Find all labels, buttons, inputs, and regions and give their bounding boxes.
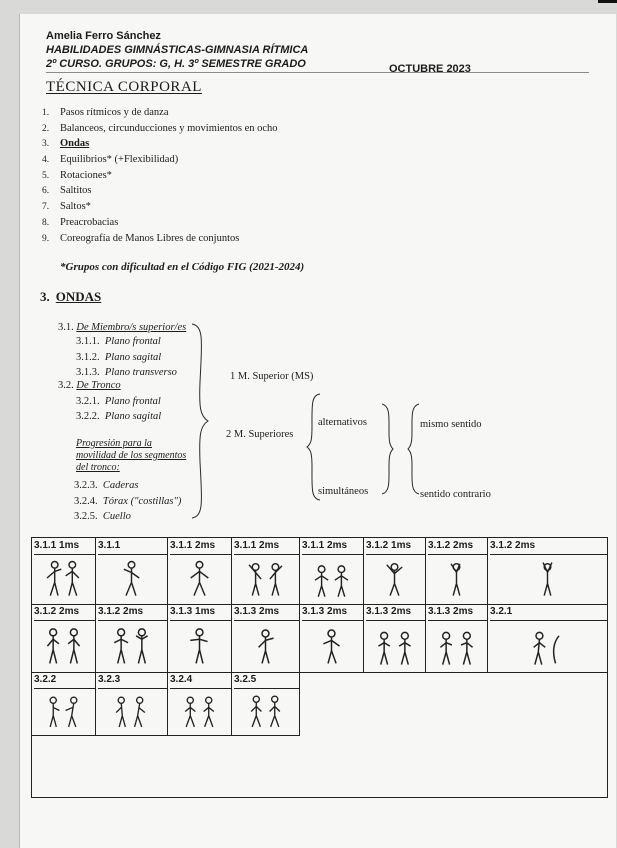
cell-label: 3.1.3 2ms [234, 604, 299, 621]
stick-figure-icon [172, 622, 227, 668]
cell-label: 3.1.2 2ms [428, 538, 487, 555]
cell-label: 3.1.1 2ms [234, 538, 299, 555]
simultaneos-label: simultáneos [318, 486, 369, 497]
cell-label: 3.1.2 2ms [490, 538, 607, 555]
grid-cell [96, 604, 168, 672]
stick-figures-icon [492, 622, 603, 668]
tree-3-2-4: 3.2.4. Tórax ("costillas") [74, 496, 182, 507]
grid-cell [426, 604, 488, 672]
grid-cell [168, 672, 232, 736]
tree-3-1-2: 3.1.2. Plano sagital [76, 352, 162, 363]
alternativos-brace-icon [380, 402, 394, 496]
stick-figures-icon [368, 622, 421, 668]
cell-label: 3.1.2 1ms [366, 538, 425, 555]
stick-figures-icon [304, 556, 359, 600]
worksheet-page [20, 14, 616, 848]
grid-cell [364, 538, 426, 604]
stick-figures-icon [100, 690, 163, 731]
one-limb-label: 1 M. Superior (MS) [230, 371, 314, 382]
grid-cell [168, 538, 232, 604]
stick-figures-icon [172, 690, 227, 731]
alternativos-label: alternativos [318, 417, 367, 428]
grid-cell [426, 538, 488, 604]
stick-figures-icon [36, 690, 91, 731]
stick-figures-icon [100, 622, 163, 668]
topic-item: 1. Pasos rítmicos y de danza [42, 107, 169, 118]
grid-row-2 [32, 604, 607, 673]
cell-label: 3.2.5 [234, 672, 299, 689]
cell-label: 3.2.1 [490, 604, 607, 621]
topic-item: 8. Preacrobacias [42, 216, 119, 228]
stick-figure-icon [368, 556, 421, 600]
stick-figures-icon [36, 556, 91, 600]
header-divider [46, 72, 589, 73]
grid-cell [488, 538, 607, 604]
tree-3-2-2: 3.2.2. Plano sagital [76, 411, 162, 422]
grid-cell [300, 604, 364, 672]
stick-figure-icon [492, 556, 603, 600]
stick-figure-icon [172, 556, 227, 600]
cell-label: 3.1.3 2ms [302, 604, 363, 621]
scan-edge-mark [598, 0, 617, 3]
stick-figure-icon [430, 556, 483, 600]
grid-cell [488, 604, 607, 672]
stick-figure-icon [236, 622, 295, 668]
grid-cell [96, 672, 168, 736]
author-name: Amelia Ferro Sánchez [46, 30, 161, 42]
sentido-brace-icon [407, 402, 421, 496]
cell-label: 3.1.3 1ms [170, 604, 231, 621]
stick-figures-icon [236, 690, 295, 731]
tree-brace-icon [190, 322, 210, 520]
stick-figure-icon [100, 556, 163, 600]
tree-3-1-3: 3.1.3. Plano transverso [76, 367, 177, 378]
grid-cell [232, 672, 300, 736]
sentido-contrario-label: sentido contrario [420, 489, 491, 500]
tree-3-2-1: 3.2.1. Plano frontal [76, 396, 161, 407]
date-label: OCTUBRE 2023 [389, 63, 471, 75]
mismo-sentido-label: mismo sentido [420, 419, 482, 430]
topic-item: 2. Balanceos, circunducciones y movimientos en ocho [42, 122, 278, 134]
grid-cell [300, 538, 364, 604]
grid-cell [32, 538, 96, 604]
topic-item: 7. Saltos* [42, 201, 91, 213]
cell-label: 3.2.2 [34, 672, 95, 689]
grid-row-1 [32, 538, 607, 605]
figure-grid [31, 537, 608, 798]
topic-list [42, 107, 278, 248]
topic-item: 5. Rotaciones* [42, 169, 112, 181]
grid-cell [168, 604, 232, 672]
grid-cell [364, 604, 426, 672]
topic-item: 4. Equilibrios* (+Flexibilidad) [42, 154, 179, 166]
cell-label: 3.1.1 2ms [170, 538, 231, 555]
topic-item: 9. Coreografía de Manos Libres de conjuntos [42, 232, 240, 244]
stick-figure-icon [304, 622, 359, 668]
topic-item: 6. Saltitos [42, 185, 92, 197]
section-heading: 3. ONDAS [40, 289, 102, 304]
subject-title: HABILIDADES GIMNÁSTICAS-GIMNASIA RÍTMICA [46, 44, 309, 56]
cell-label: 3.1.3 2ms [428, 604, 487, 621]
grid-cell [32, 604, 96, 672]
cell-label: 3.1.2 2ms [34, 604, 95, 621]
grid-cell [232, 604, 300, 672]
two-limbs-label: 2 M. Superiores [226, 429, 294, 440]
page-title: TÉCNICA CORPORAL [46, 79, 202, 95]
stick-figures-icon [36, 622, 91, 668]
cell-label: 3.2.4 [170, 672, 231, 689]
tree-3-1: 3.1. De Miembro/s superior/es [58, 322, 187, 333]
cell-label: 3.1.3 2ms [366, 604, 425, 621]
cell-label: 3.1.1 2ms [302, 538, 363, 555]
tree-3-2: 3.2. De Tronco [58, 380, 121, 391]
tree-3-2-5: 3.2.5. Cuello [74, 511, 131, 522]
grid-cell [32, 672, 96, 736]
stick-figures-icon [236, 556, 295, 600]
progression-note: Progresión para la movilidad de los segmentos del tronco: [76, 438, 187, 473]
stick-figures-icon [430, 622, 483, 668]
cell-label: 3.1.1 1ms [34, 538, 95, 555]
tree-3-1-1: 3.1.1. Plano frontal [76, 336, 161, 347]
cell-label: 3.1.2 2ms [98, 604, 167, 621]
cell-label: 3.1.1 [98, 538, 167, 555]
grid-cell [96, 538, 168, 604]
grid-cell [232, 538, 300, 604]
fig-code-note: *Grupos con dificultad en el Código FIG (2021-2024) [60, 261, 305, 273]
tree-3-2-3: 3.2.3. Caderas [74, 480, 139, 491]
course-line: 2º CURSO. GRUPOS: G, H. 3º SEMESTRE GRADO [46, 58, 306, 70]
cell-label: 3.2.3 [98, 672, 167, 689]
topic-item-current: 3. Ondas [42, 138, 90, 150]
grid-row-3 [32, 672, 607, 797]
